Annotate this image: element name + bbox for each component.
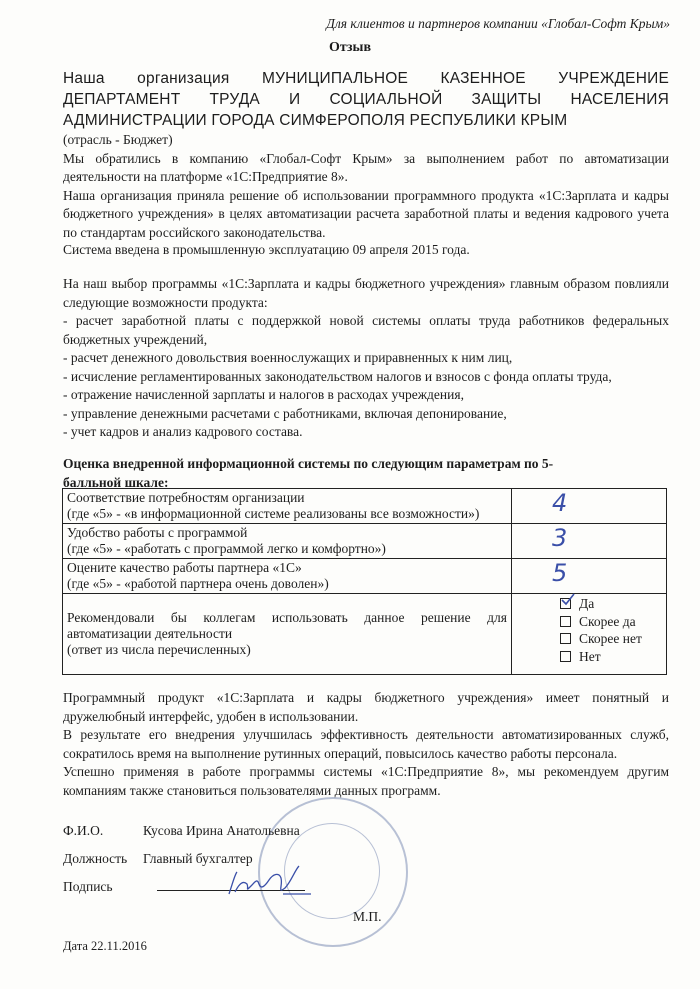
recommend-cell xyxy=(63,594,512,675)
score-cell xyxy=(512,489,667,524)
option-label: Скорее нет xyxy=(579,631,642,646)
criterion-cell xyxy=(63,524,512,559)
organization-name: МУНИЦИПАЛЬНОЕ КАЗЕННОЕ УЧРЕЖДЕНИЕ ДЕПАРТАМЕНТ ТРУДА И СОЦИАЛЬНОЙ ЗАЩИТЫ НАСЕЛЕНИЯ АДМИНИСТРАЦИИ ГОРОДА СИМФЕРОПОЛЯ РЕСПУБЛИКИ КРЫМ xyxy=(63,70,669,129)
org-paragraph xyxy=(63,68,669,131)
score-cell xyxy=(512,524,667,559)
rating-table xyxy=(62,488,667,675)
criterion-title: Соответствие потребностям организации xyxy=(67,490,305,505)
checkbox-checked-icon[interactable] xyxy=(560,598,571,609)
fio-label: Ф.И.О. xyxy=(63,823,104,838)
conclusion-paragraph-1: Программный продукт «1С:Зарплата и кадры бюджетного учреждения» имеет понятный и дружелюбный интерфейс, удобен в использовании. xyxy=(63,690,669,724)
intro-paragraph-1: Мы обратились в компанию «Глобал-Софт Крым» за выполнением работ по автоматизации деятельности на платформе «1С:Предприятие 8». xyxy=(63,150,669,184)
feature-item: - отражение начисленной зарплаты и налогов в расходах учреждения, xyxy=(63,387,464,402)
rating-row xyxy=(63,524,667,559)
features-section xyxy=(63,275,669,442)
criterion-hint: (где «5» - «работать с программой легко и комфортно») xyxy=(67,541,386,556)
industry-note: (отрасль - Бюджет) xyxy=(63,132,173,147)
criterion-title: Удобство работы с программой xyxy=(67,525,248,540)
score-cell xyxy=(512,559,667,594)
rating-row xyxy=(63,489,667,524)
checkbox-icon[interactable] xyxy=(560,651,571,662)
criterion-cell xyxy=(63,489,512,524)
checkbox-icon[interactable] xyxy=(560,616,571,627)
position-value: Главный бухгалтер xyxy=(143,851,253,866)
option-label: Скорее да xyxy=(579,613,636,629)
conclusion-paragraph-2: В результате его внедрения улучшилась эффективность деятельности автоматизированных служб, сократилось время на выполнение рутинных операций, повысилось качество работы персонала. xyxy=(63,727,669,761)
recommend-question: Рекомендовали бы коллегам использовать данное решение для автоматизации деятельности xyxy=(67,610,507,641)
signature-label: Подпись xyxy=(63,879,113,894)
option-no[interactable] xyxy=(557,648,662,666)
criterion-cell xyxy=(63,559,512,594)
feature-item: - учет кадров и анализ кадрового состава. xyxy=(63,424,303,439)
option-label: Нет xyxy=(579,648,601,664)
rating-title: Оценка внедренной информационной системы по следующим параметрам по 5-балльной шкале: xyxy=(63,456,554,490)
criterion-hint: (где «5» - «в информационной системе реализованы все возможности») xyxy=(67,506,480,521)
handwritten-score: 4 xyxy=(552,489,568,517)
org-lead: Наша организация xyxy=(63,70,230,87)
rating-row xyxy=(63,559,667,594)
feature-item: - управление денежными расчетами с работниками, включая депонирование, xyxy=(63,405,507,421)
handwritten-signature xyxy=(225,864,315,904)
launch-date-text: Система введена в промышленную эксплуатацию 09 апреля 2015 года. xyxy=(63,242,470,257)
position-label: Должность xyxy=(63,851,128,866)
document-date: Дата 22.11.2016 xyxy=(63,939,147,953)
checkbox-icon[interactable] xyxy=(560,633,571,644)
stamp-place-label: М.П. xyxy=(353,909,382,924)
document-title: Отзыв xyxy=(328,40,372,55)
conclusion-paragraph-3: Успешно применяя в работе программы системы «1С:Предприятие 8», мы рекомендуем другим компаниям также становиться пользователями данных программ. xyxy=(63,764,669,798)
intro-section xyxy=(63,68,669,242)
option-yes[interactable] xyxy=(557,595,662,613)
option-label: Да xyxy=(579,596,595,611)
intro-paragraph-2: Наша организация приняла решение об использовании программного продукта «1С:Зарплата и кадры бюджетного учреждения» в целях автоматизации расчета заработной платы и ведения кадрового учета по стандартам российского законодательства. xyxy=(63,187,669,240)
feature-item: - расчет денежного довольствия военнослужащих и приравненных к ним лиц, xyxy=(63,350,513,365)
option-rather-no[interactable] xyxy=(557,630,662,648)
criterion-hint: (где «5» - «работой партнера очень доволен») xyxy=(67,576,329,591)
handwritten-score: 3 xyxy=(552,524,568,552)
recommend-options xyxy=(512,594,667,675)
feature-item: - исчисление регламентированных законодательством налогов и взносов с фонда оплаты труда, xyxy=(63,368,612,384)
criterion-title: Оцените качество работы партнера «1С» xyxy=(67,560,302,575)
recommend-hint: (ответ из числа перечисленных) xyxy=(67,642,251,657)
feature-item: - расчет заработной платы с поддержкой новой системы оплаты труда работников федеральных бюджетных учреждений, xyxy=(63,313,669,347)
handwritten-score: 5 xyxy=(552,559,568,587)
header-note: Для клиентов и партнеров компании «Глобал-Софт Крым» xyxy=(326,16,670,31)
option-rather-yes[interactable] xyxy=(557,613,662,631)
fio-value: Кусова Ирина Анатольевна xyxy=(143,823,300,838)
conclusion-section xyxy=(63,689,669,800)
rating-row xyxy=(63,594,667,675)
features-lead: На наш выбор программы «1С:Зарплата и кадры бюджетного учреждения» главным образом повлияли следующие возможности продукта: xyxy=(63,276,669,310)
